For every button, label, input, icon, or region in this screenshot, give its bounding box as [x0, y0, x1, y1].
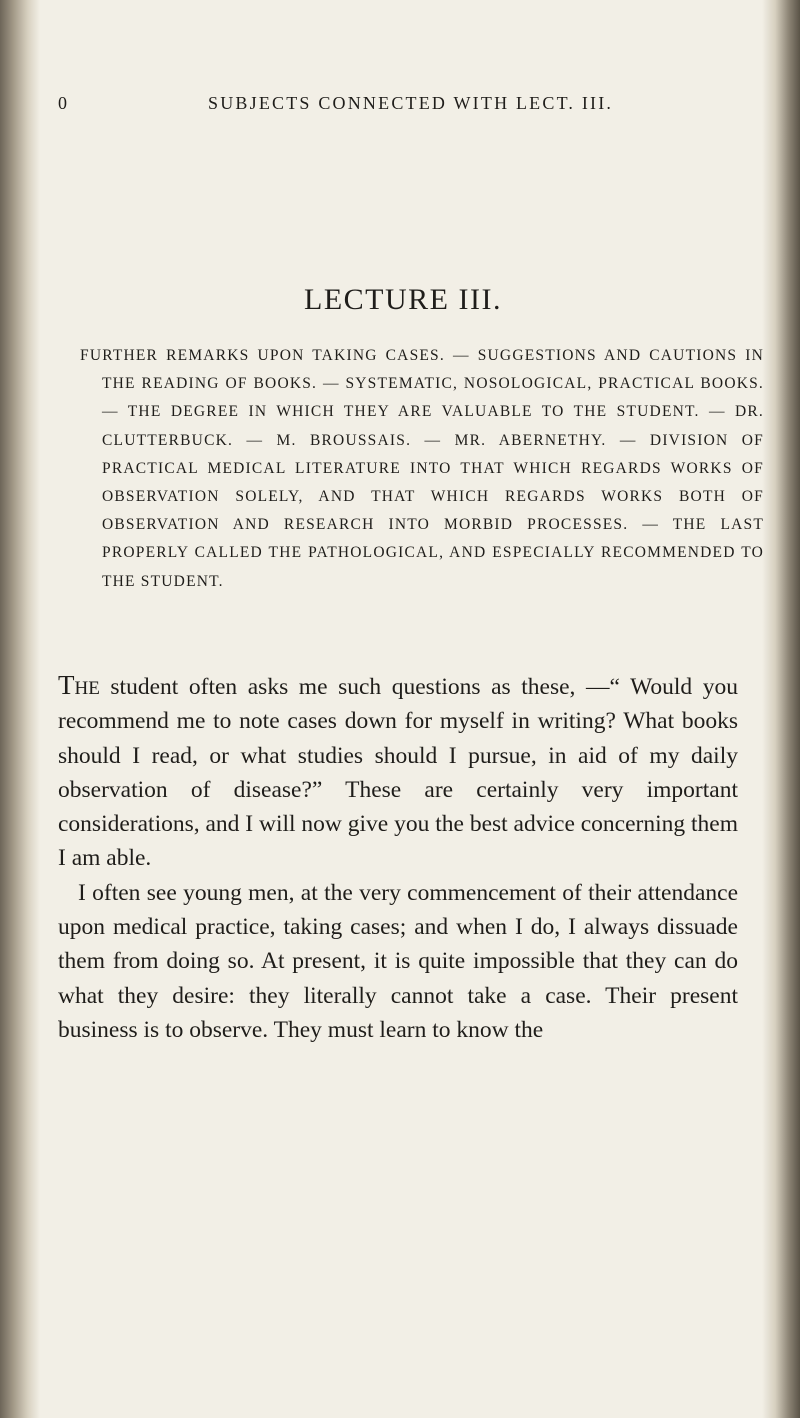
- paragraph-1-text: student often asks me such questions as these, —“ Would you recommend me to note cases down for myself in writing? What books should I read, or what studies should I pursue, in aid of my daily observation of disease?” These are certainly very important considerations, and I will now give you the best advice concerning them I am able.: [58, 674, 739, 872]
- body-paragraph-2: I often see young men, at the very commencement of their attendance upon medical practice, taking cases; and when I do, I always dissuade them from doing so. At present, it is quite impossible that they can do what they desire: they literally cannot take a case. Their present business is to observe. They must learn to know the: [58, 879, 738, 1043]
- running-title: SUBJECTS CONNECTED WITH LECT. III.: [208, 93, 614, 113]
- lecture-body: [58, 668, 738, 1047]
- lecture-summary: FURTHER REMARKS UPON TAKING CASES. — SUGGESTIONS AND CAUTIONS IN THE READING OF BOOKS. — SYSTEMATIC, NOSOLOGICAL, PRACTICAL BOOKS. — THE DEGREE IN WHICH THEY ARE VALUABLE TO THE STUDENT. — DR. CLUTTERBUCK. — M. BROUSSAIS. — MR. ABERNETHY. — DIVISION OF PRACTICAL MEDICAL LITERATURE INTO THAT WHICH REGARDS WORKS OF OBSERVATION SOLELY, AND THAT WHICH REGARDS WORKS BOTH OF OBSERVATION AND RESEARCH INTO MORBID PROCESSES. — THE LAST PROPERLY CALLED THE PATHOLOGICAL, AND ESPECIALLY RECOMMENDED TO THE STUDENT.: [80, 347, 764, 590]
- opening-word: The: [58, 670, 100, 700]
- page-number: 0: [58, 93, 70, 113]
- lecture-title: LECTURE III.: [304, 283, 502, 316]
- body-paragraph-1: [58, 668, 738, 876]
- page-right-edge-shadow: [762, 0, 800, 1418]
- page-left-edge-shadow: [0, 0, 40, 1418]
- book-page: [58, 0, 764, 1418]
